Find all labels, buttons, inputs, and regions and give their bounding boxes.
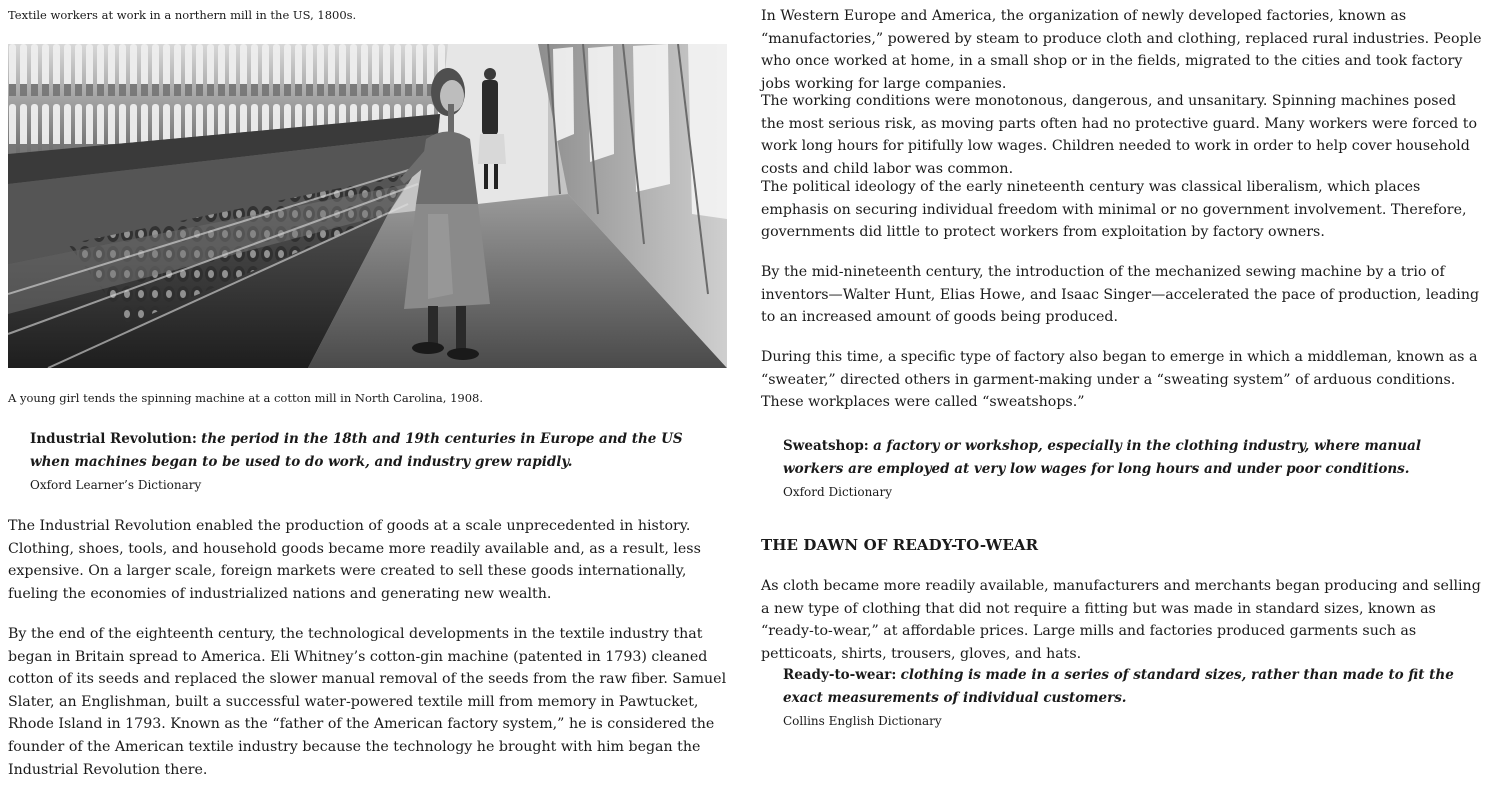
definition-source: Oxford Dictionary [783,485,892,499]
definition-industrial-revolution [30,428,710,494]
paragraph: In Western Europe and America, the organization of newly developed factories, known as “manufactories,” powered by steam to produce cloth and clothing, replaced rural industries. People who once worked at home, in a small shop or in the fields, migrated to the cities and took factory jobs working for large companies. [761,8,1482,92]
definition-meaning: the period in the 18th and 19th centuries in Europe and the US when machines began to be used to do work, and industry grew rapidly. [30,431,683,470]
definition-source: Oxford Learner’s Dictionary [30,478,202,492]
paragraph: The political ideology of the early nineteenth century was classical liberalism, which places emphasis on securing individual freedom with minimal or no government involvement. Therefore, governments did little to protect workers from exploitation by factory owners. [761,179,1467,241]
definition-term: Industrial Revolution: [30,431,197,447]
mill-photo-illustration [8,44,727,368]
definition-source: Collins English Dictionary [783,714,942,728]
definition-term: Ready-to-wear: [783,667,897,683]
definition-ready-to-wear [783,664,1463,730]
definition-meaning: a factory or workshop, especially in the clothing industry, where manual workers are employed at very low wages for long hours and under poor conditions. [783,438,1422,477]
paragraph: As cloth became more readily available, manufacturers and merchants began producing and selling a new type of clothing that did not require a fitting but was made in standard sizes, known as “ready-to-wear,” at affordable prices. Large mills and factories produced garments such as petticoats, shirts, trousers, gloves, and hats. [761,578,1481,662]
paragraph: During this time, a specific type of factory also began to emerge in which a middleman, known as a “sweater,” directed others in garment-making under a “sweating system” of arduous conditions. These workplaces were called “sweatshops.” [761,349,1478,411]
paragraph: The working conditions were monotonous, dangerous, and unsanitary. Spinning machines posed the most serious risk, as moving parts often had no protective guard. Many workers were forced to work long hours for pitifully low wages. Children needed to work in order to help cover household costs and child labor was common. [761,93,1477,177]
definition-sweatshop [783,435,1463,501]
photo-caption: A young girl tends the spinning machine at a cotton mill in North Carolina, 1908. [8,391,483,405]
mill-photo [8,44,727,368]
paragraph: By the mid-nineteenth century, the introduction of the mechanized sewing machine by a trio of inventors—Walter Hunt, Elias Howe, and Isaac Singer—accelerated the pace of production, leading to an increased amount of goods being produced. [761,264,1480,326]
photo-top-caption: Textile workers at work in a northern mill in the US, 1800s. [8,8,357,22]
definition-meaning: clothing is made in a series of standard sizes, rather than made to fit the exact measurements of individual customers. [783,667,1454,706]
paragraph: The Industrial Revolution enabled the production of goods at a scale unprecedented in history. Clothing, shoes, tools, and household goods became more readily available and, as a result, less expensive. On a larger scale, foreign markets were created to sell these goods internationally, fueling the economies of industrialized nations and generating new wealth. [8,518,701,602]
definition-term: Sweatshop: [783,438,869,454]
section-heading: THE DAWN OF READY-TO-WEAR [761,536,1039,554]
paragraph: By the end of the eighteenth century, the technological developments in the textile industry that began in Britain spread to America. Eli Whitney’s cotton-gin machine (patented in 1793) cleaned cotton of its seeds and replaced the slower manual removal of the seeds from the raw fiber. Samuel Slater, an Englishman, built a successful water-powered textile mill from memory in Pawtucket, Rhode Island in 1793. Known as the “father of the American factory system,” he is considered the founder of the American textile industry because the technology he brought with him began the Industrial Revolution there. [8,626,727,778]
